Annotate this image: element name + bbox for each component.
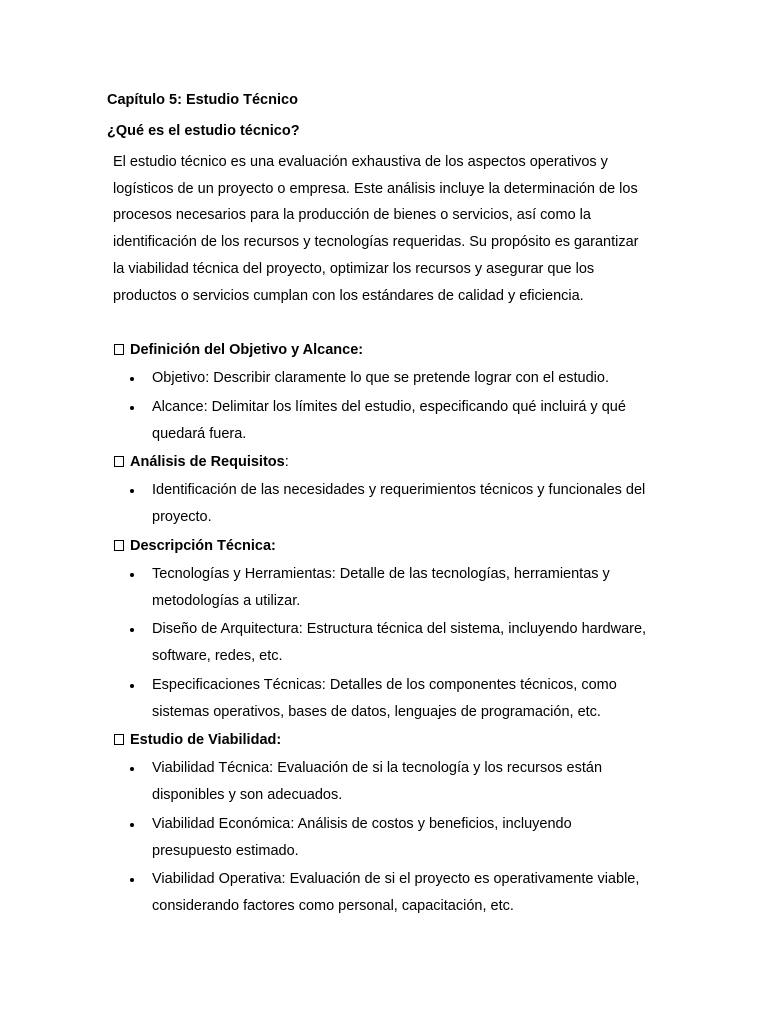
bullet-icon (130, 573, 134, 577)
bullet-list (113, 477, 653, 531)
list-item (113, 672, 653, 726)
bullet-icon (130, 823, 134, 827)
list-item-text: Viabilidad Operativa: Evaluación de si el proyecto es operativamente viable, considerando factores como personal, capacitación, etc. (152, 871, 640, 914)
section-descripcion-tecnica (113, 533, 653, 726)
sections-container (113, 337, 653, 922)
bullet-icon (130, 878, 134, 882)
bullet-icon (130, 406, 134, 410)
bullet-icon (130, 377, 134, 381)
section-title: Descripción Técnica: (130, 537, 276, 554)
list-item-text: Especificaciones Técnicas: Detalles de los componentes técnicos, como sistemas operativos, bases de datos, lenguajes de programación, etc. (152, 676, 617, 720)
bullet-icon (130, 684, 134, 688)
bullet-list (113, 365, 653, 448)
list-item (113, 755, 653, 809)
list-item (113, 394, 653, 448)
list-item-text: Objetivo: Describir claramente lo que se pretende lograr con el estudio. (152, 370, 609, 386)
bullet-icon (130, 767, 134, 771)
list-item (113, 365, 653, 392)
bullet-icon (130, 489, 134, 493)
section-objetivo-alcance (113, 337, 653, 448)
bullet-list (113, 755, 653, 920)
list-item-text: Identificación de las necesidades y requerimientos técnicos y funcionales del proyecto. (152, 482, 646, 525)
section-title-suffix: : (284, 454, 289, 470)
missing-glyph-icon (114, 456, 124, 467)
section-title: Análisis de Requisitos (130, 454, 285, 470)
section-heading (113, 727, 653, 754)
section-analisis-requisitos (113, 449, 653, 531)
section-title: Estudio de Viabilidad: (130, 732, 282, 748)
section-estudio-viabilidad (113, 727, 653, 920)
list-item (113, 616, 653, 670)
section-heading (113, 533, 653, 560)
list-item (113, 477, 653, 531)
list-item (113, 811, 653, 865)
list-item (113, 866, 653, 920)
section-title: Definición del Objetivo y Alcance: (130, 342, 364, 358)
missing-glyph-icon (114, 344, 124, 355)
list-item-text: Tecnologías y Herramientas: Detalle de las tecnologías, herramientas y metodologías a utilizar. (152, 565, 610, 609)
question-heading: ¿Qué es el estudio técnico? (107, 123, 300, 139)
list-item-text: Diseño de Arquitectura: Estructura técnica del sistema, incluyendo hardware, software, redes, etc. (152, 621, 647, 664)
bullet-list (113, 561, 653, 726)
intro-paragraph: El estudio técnico es una evaluación exhaustiva de los aspectos operativos y logísticos de un proyecto o empresa. Este análisis incluye la determinación de los procesos necesarios para la producción de bienes o servicios, así como la identificación de los recursos y tecnologías requeridas. Su propósito es garantizar la viabilidad técnica del proyecto, optimizar los recursos y asegurar que los productos o servicios cumplan con los estándares de calidad y eficiencia. (113, 154, 639, 304)
list-item-text: Viabilidad Económica: Análisis de costos y beneficios, incluyendo presupuesto estimado. (152, 815, 572, 859)
list-item (113, 561, 653, 615)
section-heading (113, 337, 653, 364)
section-heading (113, 449, 653, 476)
list-item-text: Viabilidad Técnica: Evaluación de si la tecnología y los recursos están disponibles y son adecuados. (152, 760, 603, 803)
missing-glyph-icon (114, 540, 124, 551)
missing-glyph-icon (114, 734, 124, 745)
bullet-icon (130, 628, 134, 632)
list-item-text: Alcance: Delimitar los límites del estudio, especificando qué incluirá y qué quedará fuera. (152, 398, 626, 442)
chapter-title: Capítulo 5: Estudio Técnico (107, 92, 298, 108)
